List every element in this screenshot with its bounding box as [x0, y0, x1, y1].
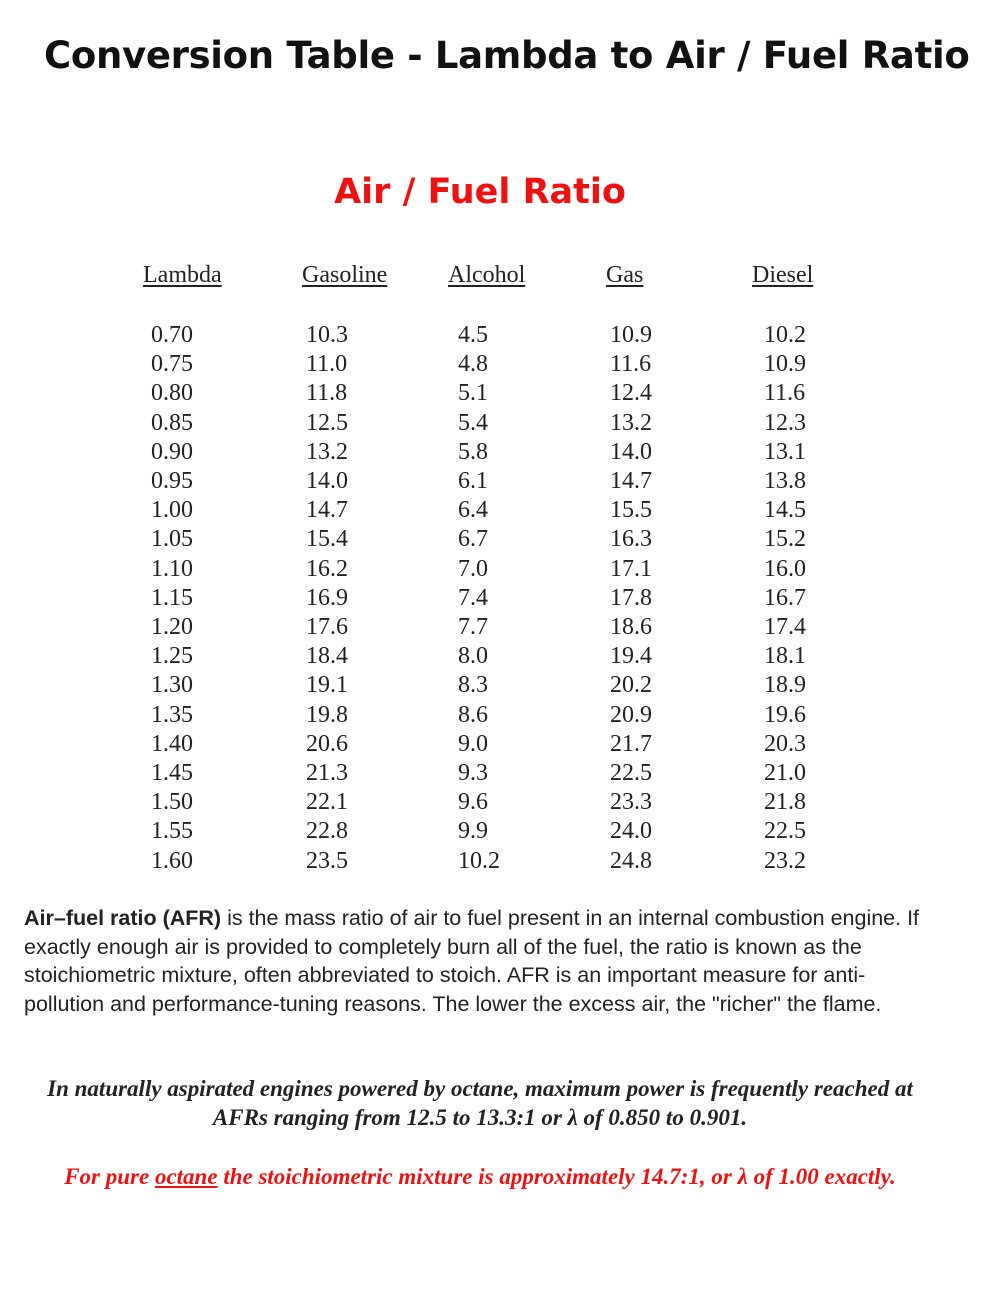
octane-link[interactable]: octane — [154, 1164, 218, 1189]
table-cell-alcohol: 9.6 — [458, 789, 488, 816]
table-cell-diesel: 23.2 — [764, 847, 806, 874]
table-cell-gas: 18.6 — [610, 614, 652, 640]
afr-paragraph — [24, 904, 924, 1018]
table-cell-gas: 20.9 — [610, 701, 652, 728]
afr-body: is the mass ratio of air to fuel present in an internal combustion engine. If exactly enough air is provided to completely burn all of the fuel, the ratio is known as the stoichiometric mixture, often abbreviated to stoich. AFR is an important measure for anti-pollution and performance-tuning reasons. The lower the excess air, the "richer" the flame. — [24, 906, 920, 1016]
table-cell-gas: 17.1 — [610, 555, 652, 582]
table-cell-alcohol: 5.8 — [458, 438, 488, 465]
table-cell-gas: 15.5 — [610, 497, 652, 524]
col-header-gas: Gas — [606, 262, 644, 288]
power-note: In naturally aspirated engines powered by octane, maximum power is frequently reached at AFRs ranging from 12.5 to 13.3:1 or λ of 0.850 to 0.901. — [47, 1076, 913, 1130]
table-cell-alcohol: 9.3 — [458, 760, 488, 786]
table-cell-gasoline: 22.1 — [306, 789, 348, 816]
table-cell-gas: 12.4 — [610, 380, 652, 407]
table-cell-gas: 13.2 — [610, 409, 652, 436]
table-cell-gas: 17.8 — [610, 584, 652, 611]
table-cell-alcohol: 6.4 — [458, 497, 488, 524]
table-cell-alcohol: 4.5 — [458, 322, 488, 348]
table-cell-lambda: 1.55 — [151, 818, 193, 845]
table-cell-alcohol: 4.8 — [458, 351, 488, 378]
table-cell-gasoline: 19.8 — [306, 701, 348, 728]
table-cell-lambda: 1.20 — [151, 614, 193, 640]
col-header-gasoline: Gasoline — [302, 262, 388, 288]
table-cell-alcohol: 9.0 — [458, 730, 488, 757]
stoich-prefix: For pure — [64, 1164, 155, 1189]
table-cell-lambda: 0.80 — [151, 380, 193, 407]
table-cell-gas: 22.5 — [610, 760, 652, 786]
table-cell-gas: 16.3 — [610, 526, 652, 553]
table-cell-gasoline: 20.6 — [306, 730, 348, 757]
table-cell-diesel: 10.9 — [764, 351, 806, 378]
table-cell-lambda: 1.10 — [151, 555, 193, 582]
table-cell-gas: 21.7 — [610, 730, 652, 757]
table-cell-gasoline: 16.2 — [306, 555, 348, 582]
table-cell-diesel: 12.3 — [764, 409, 806, 436]
table-cell-alcohol: 6.7 — [458, 526, 488, 553]
table-cell-gasoline: 11.0 — [306, 351, 348, 378]
table-cell-alcohol: 7.7 — [458, 614, 488, 640]
table-cell-gasoline: 19.1 — [306, 672, 348, 699]
table-cell-lambda: 1.30 — [151, 672, 193, 699]
table-cell-alcohol: 8.3 — [458, 672, 488, 699]
afr-term: Air–fuel ratio (AFR) — [24, 906, 222, 930]
table-cell-gas: 20.2 — [610, 672, 652, 699]
table-cell-gasoline: 14.0 — [306, 468, 348, 494]
table-cell-diesel: 18.9 — [764, 672, 806, 699]
table-cell-gasoline: 23.5 — [306, 847, 348, 874]
table-cell-gasoline: 18.4 — [306, 643, 348, 670]
table-cell-lambda: 0.95 — [151, 468, 193, 494]
table-cell-alcohol: 7.4 — [458, 584, 488, 611]
table-cell-lambda: 0.90 — [151, 438, 193, 465]
table-cell-alcohol: 10.2 — [458, 847, 500, 874]
table-cell-lambda: 1.50 — [151, 789, 193, 816]
table-cell-alcohol: 5.1 — [458, 380, 488, 407]
table-cell-diesel: 21.0 — [764, 760, 806, 786]
table-cell-diesel: 11.6 — [764, 380, 806, 407]
table-cell-gasoline: 16.9 — [306, 584, 348, 611]
table-cell-gasoline: 12.5 — [306, 409, 348, 436]
stoich-suffix: the stoichiometric mixture is approximately 14.7:1, or λ of 1.00 exactly. — [217, 1164, 896, 1189]
table-cell-alcohol: 5.4 — [458, 409, 488, 436]
table-cell-alcohol: 6.1 — [458, 468, 488, 494]
stoich-note — [30, 1162, 930, 1191]
table-cell-gasoline: 21.3 — [306, 760, 348, 786]
table-cell-gasoline: 22.8 — [306, 818, 348, 845]
table-cell-gasoline: 15.4 — [306, 526, 348, 553]
table-cell-diesel: 17.4 — [764, 614, 806, 640]
document-title: Conversion Table - Lambda to Air / Fuel Ratio — [44, 34, 970, 77]
table-cell-gasoline: 13.2 — [306, 438, 348, 465]
table-cell-lambda: 1.00 — [151, 497, 193, 524]
table-cell-gas: 19.4 — [610, 643, 652, 670]
table-cell-lambda: 1.25 — [151, 643, 193, 670]
table-cell-lambda: 0.85 — [151, 409, 193, 436]
table-cell-diesel: 14.5 — [764, 497, 806, 524]
table-cell-alcohol: 8.0 — [458, 643, 488, 670]
table-cell-gasoline: 10.3 — [306, 322, 348, 348]
table-cell-gas: 24.8 — [610, 847, 652, 874]
table-cell-gas: 14.0 — [610, 438, 652, 465]
table-cell-gas: 24.0 — [610, 818, 652, 845]
table-cell-gasoline: 17.6 — [306, 614, 348, 640]
table-cell-alcohol: 9.9 — [458, 818, 488, 845]
table-cell-gas: 11.6 — [610, 351, 652, 378]
table-cell-diesel: 20.3 — [764, 730, 806, 757]
table-cell-diesel: 19.6 — [764, 701, 806, 728]
table-cell-diesel: 16.0 — [764, 555, 806, 582]
table-cell-diesel: 16.7 — [764, 584, 806, 611]
col-header-lambda: Lambda — [143, 262, 222, 288]
table-cell-lambda: 1.35 — [151, 701, 193, 728]
table-cell-diesel: 13.1 — [764, 438, 806, 465]
table-cell-lambda: 1.45 — [151, 760, 193, 786]
table-cell-lambda: 1.05 — [151, 526, 193, 553]
table-title: Air / Fuel Ratio — [334, 172, 626, 212]
table-cell-lambda: 0.70 — [151, 322, 193, 348]
table-cell-gasoline: 14.7 — [306, 497, 348, 524]
table-cell-diesel: 18.1 — [764, 643, 806, 670]
table-cell-gas: 14.7 — [610, 468, 652, 494]
table-cell-lambda: 1.60 — [151, 847, 193, 874]
table-cell-lambda: 1.15 — [151, 584, 193, 611]
table-cell-lambda: 1.40 — [151, 730, 193, 757]
table-cell-gas: 10.9 — [610, 322, 652, 348]
col-header-alcohol: Alcohol — [448, 262, 526, 288]
table-cell-diesel: 13.8 — [764, 468, 806, 494]
table-cell-lambda: 0.75 — [151, 351, 193, 378]
table-cell-diesel: 15.2 — [764, 526, 806, 553]
table-cell-diesel: 22.5 — [764, 818, 806, 845]
table-cell-gas: 23.3 — [610, 789, 652, 816]
table-cell-diesel: 10.2 — [764, 322, 806, 348]
table-cell-alcohol: 8.6 — [458, 701, 488, 728]
table-cell-diesel: 21.8 — [764, 789, 806, 816]
col-header-diesel: Diesel — [752, 262, 814, 288]
table-cell-gasoline: 11.8 — [306, 380, 348, 407]
table-cell-alcohol: 7.0 — [458, 555, 488, 582]
